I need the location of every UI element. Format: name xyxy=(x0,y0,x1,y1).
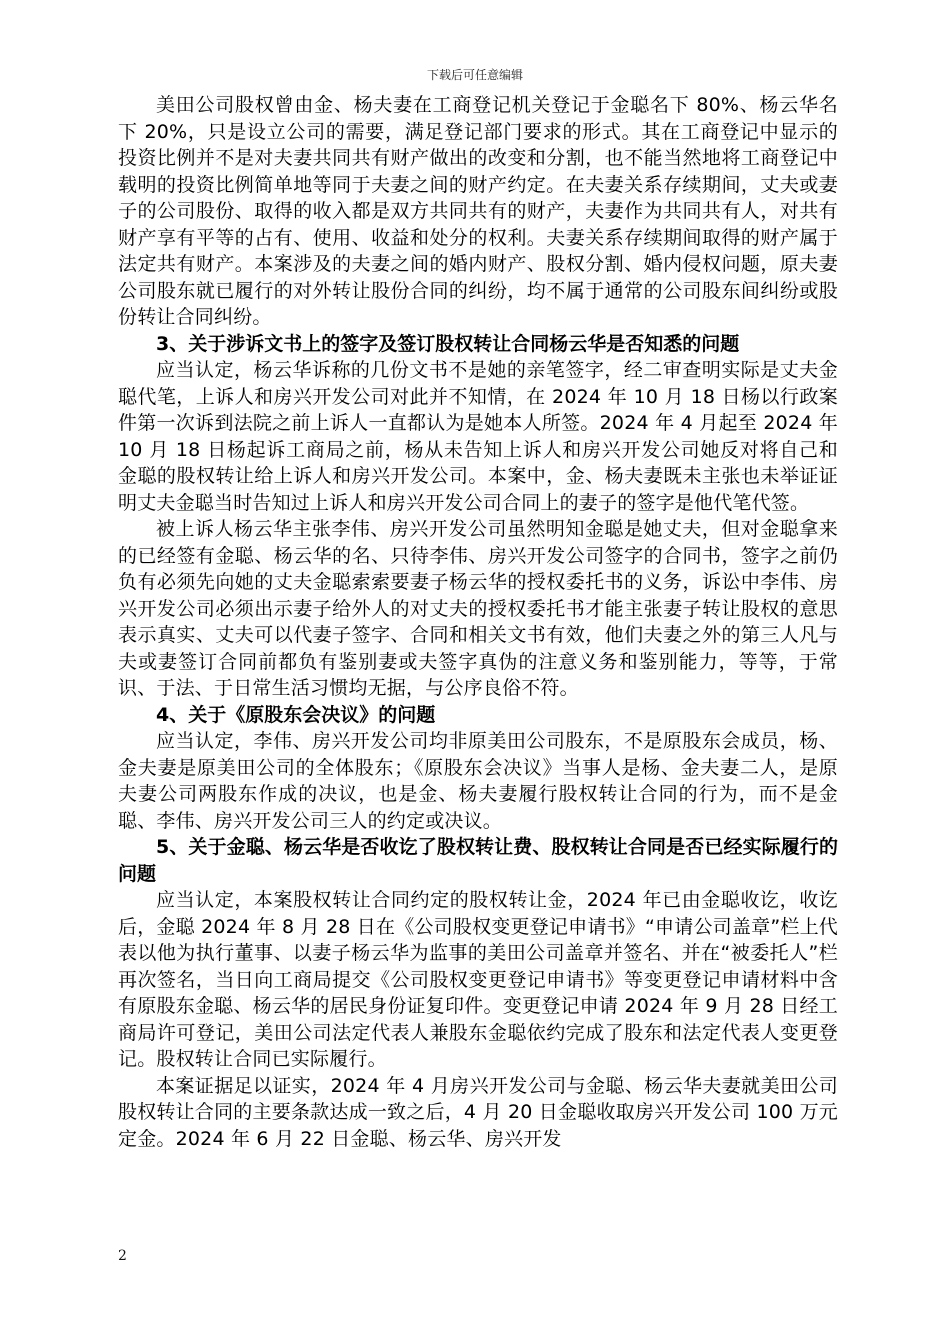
paragraph-signature-finding: 应当认定，杨云华诉称的几份文书不是她的亲笔签字，经二审查明实际是丈夫金聪代笔，上诉人和房兴开发公司对此并不知情，在 2024 年 10 月 18 日杨以行政案件第一次诉到法院之前上诉人一直都认为是她本人所签。2024 年 4 月起至 2024 年 10 月 18 日杨起诉工商局之前，杨从未告知上诉人和房兴开发公司她反对将自己和金聪的股权转让给上诉人和房兴开发公司。本案中，金、杨夫妻既未主张也未举证证明丈夫金聪当时告知过上诉人和房兴开发公司合同上的妻子的签字是他代笔代签。 xyxy=(118,359,838,514)
paragraph-equity-registration: 美田公司股权曾由金、杨夫妻在工商登记机关登记于金聪名下 80%、杨云华名下 20%，只是设立公司的需要，满足登记部门要求的形式。其在工商登记中显示的投资比例并不是对夫妻共同共有财产做出的改变和分割，也不能当然地将工商登记中载明的投资比例简单地等同于夫妻之间的财产约定。在夫妻关系存续期间，丈夫或妻子的公司股份、取得的收入都是双方共同共有的财产，夫妻作为共同共有人，对共有财产享有平等的占有、使用、收益和处分的权利。夫妻关系存续期间取得的财产属于法定共有财产。本案涉及的夫妻之间的婚内财产、股权分割、婚内侵权问题，原夫妻公司股东就已履行的对外转让股份合同的纠纷，均不属于通常的公司股东间纠纷或股份转让合同纠纷。 xyxy=(118,94,838,328)
paragraph-shareholder-resolution: 应当认定，李伟、房兴开发公司均非原美田公司股东，不是原股东会成员，杨、金夫妻是原美田公司的全体股东；《原股东会决议》当事人是杨、金夫妻二人，是原夫妻公司两股东作成的决议，也是金、杨夫妻履行股权转让合同的行为，而不是金聪、李伟、房兴开发公司三人的约定或决议。 xyxy=(118,730,838,832)
document-body xyxy=(118,92,838,1152)
paragraph-transfer-performance: 应当认定，本案股权转让合同约定的股权转让金，2024 年已由金聪收讫，收讫后，金聪 2024 年 8 月 28 日在《公司股权变更登记申请书》“申请公司盖章”栏上代表以他为执行董事、以妻子杨云华为监事的美田公司盖章并签名、并在“被委托人”栏再次签名，当日向工商局提交《公司股权变更登记申请书》等变更登记申请材料中含有原股东金聪、杨云华的居民身份证复印件。变更登记申请 2024 年 9 月 28 日经工商局许可登记，美田公司法定代表人兼股东金聪依约完成了股东和法定代表人变更登记。股权转让合同已实际履行。 xyxy=(118,889,838,1070)
section-heading-4: 4、关于《原股东会决议》的问题 xyxy=(156,703,436,726)
paragraph-evidence: 本案证据足以证实，2024 年 4 月房兴开发公司与金聪、杨云华夫妻就美田公司股权转让合同的主要条款达成一致之后，4 月 20 日金聪收取房兴开发公司 100 万元定金。2024 年 6 月 22 日金聪、杨云华、房兴开发 xyxy=(118,1074,838,1150)
section-heading-3: 3、关于涉诉文书上的签字及签订股权转让合同杨云华是否知悉的问题 xyxy=(156,332,740,355)
section-heading-5: 5、关于金聪、杨云华是否收讫了股权转让费、股权转让合同是否已经实际履行的问题 xyxy=(118,836,838,885)
paragraph-appellee-claim: 被上诉人杨云华主张李伟、房兴开发公司虽然明知金聪是她丈夫，但对金聪拿来的已经签有金聪、杨云华的名、只待李伟、房兴开发公司签字的合同书，签字之前仍负有必须先向她的丈夫金聪索索要妻子杨云华的授权委托书的义务，诉讼中李伟、房兴开发公司必须出示妻子给外人的对丈夫的授权委托书才能主张妻子转让股权的意思表示真实、丈夫可以代妻子签字、合同和相关文书有效，他们夫妻之外的第三人凡与夫或妻签订合同前都负有鉴别妻或夫签字真伪的注意义务和鉴别能力，等等，于常识、于法、于日常生活习惯均无据，与公序良俗不符。 xyxy=(118,518,838,699)
page-header: 下载后可任意编辑 xyxy=(426,68,523,82)
page-number: 2 xyxy=(118,1248,127,1264)
